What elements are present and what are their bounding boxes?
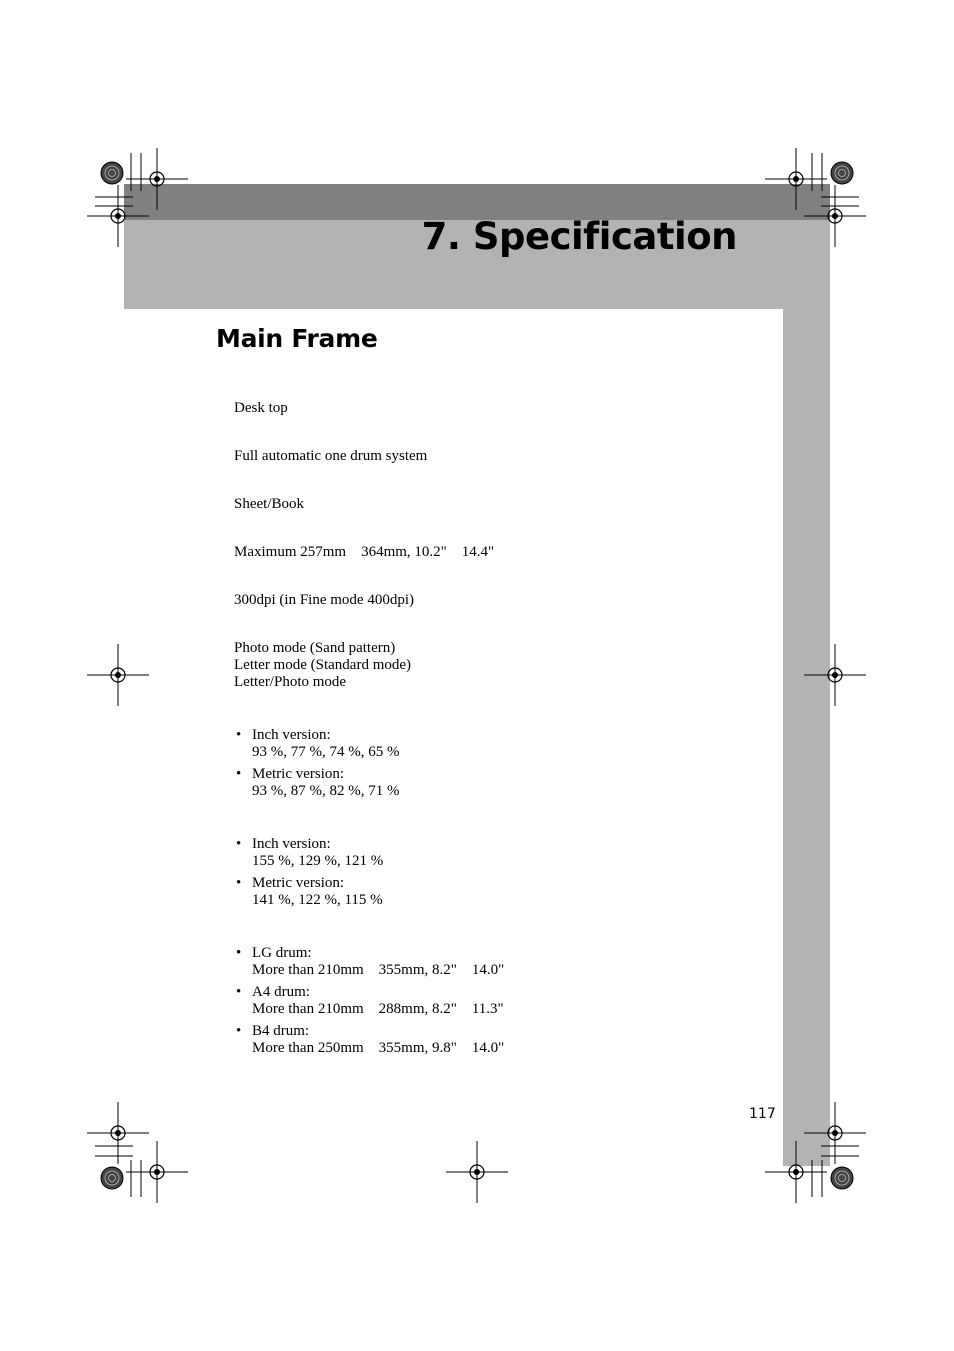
- registration-mark-icon: [446, 1141, 508, 1203]
- spec-configuration: Desk top: [234, 400, 288, 416]
- bullet-label: LG drum:: [252, 945, 312, 961]
- color-target-icon: [101, 162, 123, 184]
- registration-mark-icon: [126, 148, 188, 210]
- bullet-value: 93 %, 77 %, 74 %, 65 %: [252, 744, 400, 760]
- bullet-value: More than 250mm 355mm, 9.8" 14.0": [252, 1040, 505, 1056]
- section-title: Main Frame: [216, 324, 378, 353]
- spec-original-type: Sheet/Book: [234, 496, 304, 512]
- bullet-icon: •: [236, 875, 242, 891]
- registration-mark-icon: [804, 1102, 866, 1164]
- bullet-icon: •: [236, 984, 242, 1000]
- bullet-label: Inch version:: [252, 836, 331, 852]
- page-number: 117: [749, 1106, 776, 1122]
- spec-print-process: Full automatic one drum system: [234, 448, 428, 464]
- chapter-title: 7. Specification: [421, 215, 737, 258]
- bullet-value: More than 210mm 288mm, 8.2" 11.3": [252, 1001, 504, 1017]
- spec-image-mode-line: Letter/Photo mode: [234, 674, 347, 690]
- registration-mark-icon: [87, 185, 149, 247]
- color-target-icon: [831, 1167, 853, 1189]
- bullet-label: Inch version:: [252, 727, 331, 743]
- registration-mark-icon: [87, 644, 149, 706]
- registration-mark-icon: [804, 185, 866, 247]
- bullet-icon: •: [236, 1023, 242, 1039]
- bullet-label: B4 drum:: [252, 1023, 310, 1039]
- registration-mark-icon: [765, 148, 827, 210]
- registration-mark-icon: [765, 1141, 827, 1203]
- color-target-icon: [101, 1167, 123, 1189]
- spec-resolution: 300dpi (in Fine mode 400dpi): [234, 592, 414, 608]
- spec-image-mode-line: Photo mode (Sand pattern): [234, 640, 396, 656]
- registration-mark-icon: [87, 1102, 149, 1164]
- bullet-label: A4 drum:: [252, 984, 310, 1000]
- bullet-icon: •: [236, 945, 242, 961]
- bullet-value: 141 %, 122 %, 115 %: [252, 892, 383, 908]
- color-target-icon: [831, 162, 853, 184]
- registration-mark-icon: [126, 1141, 188, 1203]
- spec-image-mode-line: Letter mode (Standard mode): [234, 657, 412, 673]
- bullet-value: 93 %, 87 %, 82 %, 71 %: [252, 783, 400, 799]
- spec-original-size: Maximum 257mm 364mm, 10.2" 14.4": [234, 544, 495, 560]
- bullet-icon: •: [236, 727, 242, 743]
- bullet-label: Metric version:: [252, 766, 345, 782]
- bullet-value: More than 210mm 355mm, 8.2" 14.0": [252, 962, 505, 978]
- bullet-icon: •: [236, 766, 242, 782]
- registration-mark-icon: [804, 644, 866, 706]
- bullet-label: Metric version:: [252, 875, 345, 891]
- bullet-value: 155 %, 129 %, 121 %: [252, 853, 384, 869]
- bullet-icon: •: [236, 836, 242, 852]
